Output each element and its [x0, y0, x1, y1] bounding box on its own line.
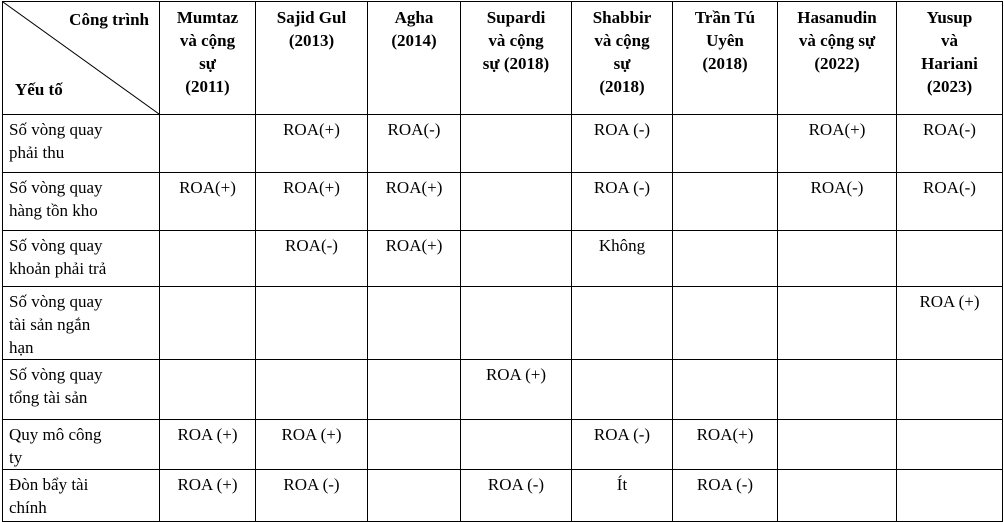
- column-header-line: Sajid Gul: [276, 8, 347, 27]
- column-header-line: (2022): [814, 54, 860, 73]
- table-row: [3, 115, 1003, 173]
- table-row: [3, 420, 1003, 470]
- result-cell: ROA(-): [897, 115, 1003, 173]
- literature-review-table: [2, 1, 1003, 522]
- column-header-line: sự (2018): [482, 54, 550, 73]
- result-cell: [461, 115, 572, 173]
- factor-label-line: Số vòng quay: [9, 365, 103, 384]
- result-cell: ROA (+): [461, 360, 572, 420]
- header-row: [3, 2, 1003, 115]
- result-cell: ROA(-): [368, 115, 461, 173]
- result-cell: [256, 360, 368, 420]
- result-cell: [160, 360, 256, 420]
- column-header-line: sự: [613, 54, 631, 73]
- result-cell: [897, 420, 1003, 470]
- result-cell: [673, 173, 778, 231]
- result-cell: [572, 360, 673, 420]
- result-cell: ROA (+): [160, 470, 256, 522]
- column-header-line: Mumtaz: [176, 8, 239, 27]
- result-cell: ROA(+): [256, 173, 368, 231]
- factor-label-line: hạn: [9, 338, 34, 357]
- column-header-line: (2018): [599, 77, 645, 96]
- result-cell: [897, 360, 1003, 420]
- factor-label-line: phải thu: [9, 143, 65, 162]
- result-cell: [673, 360, 778, 420]
- result-cell: ROA (+): [256, 420, 368, 470]
- table-row: [3, 360, 1003, 420]
- result-cell: [778, 287, 897, 360]
- factor-label-line: Số vòng quay: [9, 292, 103, 311]
- column-header-study-5: [572, 2, 673, 115]
- result-cell: ROA (+): [160, 420, 256, 470]
- factor-cell: [3, 115, 160, 173]
- corner-header-cell: [3, 2, 160, 115]
- factor-label-line: chính: [9, 498, 47, 517]
- result-cell: [160, 231, 256, 287]
- table-body: [3, 2, 1003, 522]
- result-cell: ROA(+): [256, 115, 368, 173]
- result-cell: ROA (-): [673, 470, 778, 522]
- result-cell: [897, 231, 1003, 287]
- column-header-line: và cộng: [594, 31, 650, 50]
- factor-cell: [3, 420, 160, 470]
- result-cell: [461, 287, 572, 360]
- factor-label-line: ty: [9, 448, 23, 467]
- table-row: [3, 470, 1003, 522]
- column-header-study-2: [256, 2, 368, 115]
- result-cell: ROA(+): [673, 420, 778, 470]
- result-cell: [461, 231, 572, 287]
- factor-cell: [3, 173, 160, 231]
- result-cell: ROA(+): [368, 231, 461, 287]
- column-header-line: (2018): [702, 54, 748, 73]
- column-header-line: sự: [199, 54, 216, 73]
- table-row: [3, 173, 1003, 231]
- column-header-line: Shabbir: [592, 8, 652, 27]
- column-header-study-7: [778, 2, 897, 115]
- result-cell: [368, 470, 461, 522]
- result-cell: [461, 420, 572, 470]
- result-cell: ROA(+): [160, 173, 256, 231]
- result-cell: [461, 173, 572, 231]
- factor-cell: [3, 470, 160, 522]
- result-cell: ROA (-): [572, 173, 673, 231]
- table-row: [3, 231, 1003, 287]
- table-row: [3, 287, 1003, 360]
- corner-label-studies: Công trình: [69, 10, 149, 29]
- result-cell: ROA (+): [897, 287, 1003, 360]
- factor-label-line: tổng tài sản: [9, 388, 88, 407]
- factor-cell: [3, 231, 160, 287]
- result-cell: [778, 420, 897, 470]
- column-header-study-3: [368, 2, 461, 115]
- result-cell: [368, 420, 461, 470]
- column-header-line: Supardi: [486, 8, 546, 27]
- result-cell: [897, 470, 1003, 522]
- column-header-line: (2013): [288, 31, 335, 50]
- result-cell: [572, 287, 673, 360]
- factor-label-line: tài sản ngắn: [9, 315, 91, 334]
- column-header-study-1: [160, 2, 256, 115]
- result-cell: ROA (-): [572, 115, 673, 173]
- factor-label-line: Số vòng quay: [9, 120, 103, 139]
- factor-label-line: Số vòng quay: [9, 178, 103, 197]
- column-header-line: Hariani: [921, 54, 978, 73]
- column-header-line: (2023): [926, 77, 973, 96]
- column-header-study-4: [461, 2, 572, 115]
- result-cell: [673, 287, 778, 360]
- factor-label-line: Đòn bẩy tài: [9, 475, 89, 494]
- column-header-line: Agha: [394, 8, 434, 27]
- result-cell: ROA (-): [256, 470, 368, 522]
- column-header-line: Yusup: [926, 8, 973, 27]
- result-cell: ROA(-): [897, 173, 1003, 231]
- result-cell: Không: [572, 231, 673, 287]
- column-header-study-6: [673, 2, 778, 115]
- factor-cell: [3, 360, 160, 420]
- result-cell: [673, 231, 778, 287]
- column-header-line: Uyên: [706, 31, 744, 50]
- result-cell: [673, 115, 778, 173]
- result-cell: ROA(-): [778, 173, 897, 231]
- result-cell: [368, 287, 461, 360]
- column-header-line: và cộng: [179, 31, 236, 50]
- column-header-line: (2014): [391, 31, 437, 50]
- factor-label-line: Quy mô công: [9, 425, 102, 444]
- result-cell: ROA (-): [572, 420, 673, 470]
- factor-label-line: Số vòng quay: [9, 236, 103, 255]
- result-cell: ROA (-): [461, 470, 572, 522]
- result-cell: [778, 231, 897, 287]
- result-cell: ROA(+): [368, 173, 461, 231]
- column-header-line: Trần Tú: [694, 8, 756, 27]
- column-header-line: và: [941, 31, 958, 50]
- result-cell: Ít: [572, 470, 673, 522]
- result-cell: [368, 360, 461, 420]
- factor-cell: [3, 287, 160, 360]
- result-cell: [160, 115, 256, 173]
- column-header-line: và cộng sự: [798, 31, 876, 50]
- result-cell: [778, 360, 897, 420]
- column-header-line: Hasanudin: [797, 8, 877, 27]
- column-header-line: và cộng: [488, 31, 544, 50]
- column-header-study-8: [897, 2, 1003, 115]
- result-cell: [778, 470, 897, 522]
- corner-label-factors: Yếu tố: [15, 80, 63, 99]
- result-cell: ROA(+): [778, 115, 897, 173]
- result-cell: ROA(-): [256, 231, 368, 287]
- factor-label-line: hàng tồn kho: [9, 201, 98, 220]
- result-cell: [256, 287, 368, 360]
- column-header-line: (2011): [185, 77, 230, 96]
- factor-label-line: khoản phải trả: [9, 259, 107, 278]
- result-cell: [160, 287, 256, 360]
